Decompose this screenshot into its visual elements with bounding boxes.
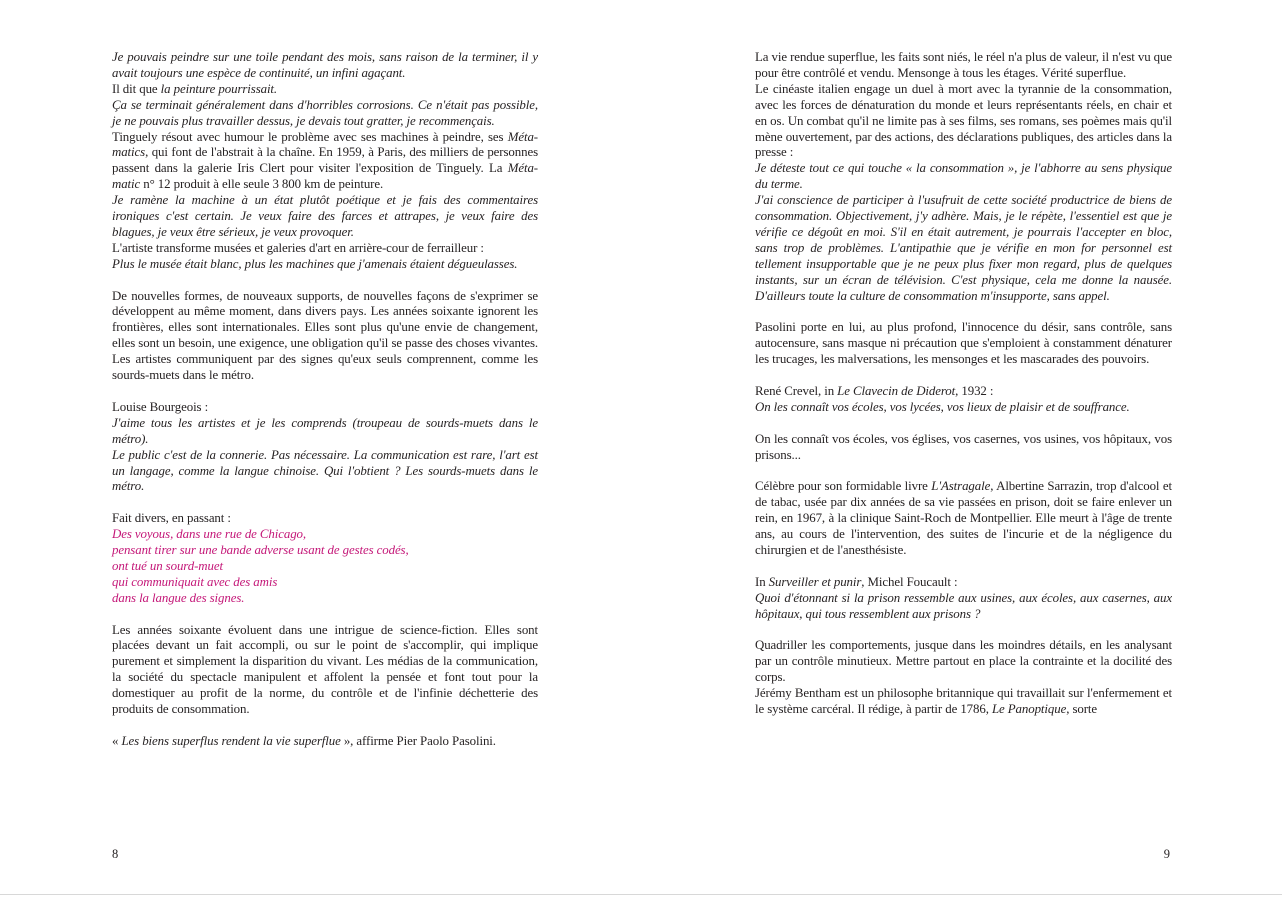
paragraph <box>112 511 538 527</box>
text-run-roman: Célèbre pour son formidable livre <box>755 479 932 494</box>
text-run-roman: Il dit que <box>112 81 161 96</box>
text-run-roman: Louise Bourgeois : <box>112 399 209 414</box>
text-run-italic: Plus le musée était blanc, plus les machines que j'amenais étaient dégueulasses. <box>112 256 518 271</box>
paragraph <box>112 448 538 496</box>
text-run-italic: Je ramène la machine à un état plutôt poétique et je fais des commentaires ironiques c'est certain. Je veux faire des farces et attrapes, je veux faire des blagues, je veux être sérieux, je veux provoquer. <box>112 193 538 239</box>
text-run-magenta: Des voyous, dans une rue de Chicago, <box>112 527 307 542</box>
page-right-text-column <box>755 50 1172 718</box>
text-run-roman: , qui font de l'abstrait à la chaîne. En 1959, à Paris, des milliers de personnes passent dans la galerie Iris Clert pour visiter l'exposition de Tinguely. La <box>112 145 538 176</box>
text-run-italic: Méta-matic <box>112 161 538 192</box>
poem-line <box>112 591 538 607</box>
text-run-roman: Les années soixante évoluent dans une intrigue de science-fiction. Elles sont placées devant un fait accompli, ou sur le point de s'accomplir, qui implique purement et simplement la disparition du vivant. Les médias de la communication, la société du spectacle manipulent et affolent la pensée et font tout pour la domestiquer au profit de la norme, du contrôle et de l'infinie déchetterie des produits de consommation. <box>112 622 538 717</box>
text-run-roman: René Crevel, in <box>755 384 838 398</box>
text-run-roman: Le cinéaste italien engage un duel à mort avec la tyrannie de la consommation, avec les forces de dénaturation du monde et leurs représentants réels, en chair et en os. Un combat qu'il ne limite pas à ses films, ses romans, ses poèmes mais qu'il mène ouvertement, par des actions, des déclarations publiques, des articles dans la presse : <box>755 81 1172 160</box>
poem-line <box>112 559 538 575</box>
text-run-roman: Jérémy Bentham est un philosophe britannique qui travaillait sur l'enfermement et le système carcéral. Il rédige, à partir de 1786, <box>755 686 1172 717</box>
text-run-italic: J'aime tous les artistes et je les comprends (troupeau de sourds-muets dans le métro). <box>112 415 538 446</box>
text-run-roman: Fait divers, en passant : <box>112 511 231 526</box>
paragraph <box>112 82 538 98</box>
poem-line <box>112 527 538 543</box>
paragraph <box>755 82 1172 162</box>
paragraph <box>755 591 1172 623</box>
text-run-roman: , sorte <box>1066 702 1098 717</box>
paragraph <box>112 193 538 241</box>
paragraph <box>755 50 1172 82</box>
text-run-italic: Le public c'est de la connerie. Pas nécessaire. La communication est rare, l'art est un langage, comme la langue chinoise. Qui l'obtient ? Les sourds-muets dans le métro. <box>112 447 538 494</box>
text-run-magenta: pensant tirer sur une bande adverse usant de gestes codés, <box>112 543 409 558</box>
text-run-roman: Tinguely résout avec humour le problème avec ses machines à peindre, ses <box>112 129 508 144</box>
paragraph <box>112 50 538 82</box>
text-run-magenta: ont tué un sourd-muet <box>112 558 223 573</box>
text-run-italic: Je pouvais peindre sur une toile pendant des mois, sans raison de la terminer, il y avait toujours une espèce de continuité, un infini agaçant. <box>112 50 538 80</box>
text-run-italic: Ça se terminait généralement dans d'horribles corrosions. Ce n'était pas possible, je ne pouvais plus travailler dessus, je devais tout gratter, je recommençais. <box>112 97 538 128</box>
paragraph <box>755 432 1172 464</box>
paragraph <box>755 384 1172 400</box>
text-run-italic: Je déteste tout ce qui touche « la consommation », je l'abhorre au sens physique du terme. <box>755 161 1172 192</box>
paragraph <box>112 257 538 273</box>
text-run-roman: Pasolini porte en lui, au plus profond, l'innocence du désir, sans contrôle, sans autocensure, sans masque ni précaution que s'emploient à constamment dénaturer les trucages, les malversations, les mensonges et les mascarades des pouvoirs. <box>755 320 1172 367</box>
paragraph <box>755 638 1172 686</box>
text-run-roman: De nouvelles formes, de nouveaux supports, de nouvelles façons de s'exprimer se développent au même moment, dans divers pays. Les années soixante ignorent les frontières, elles sont internationales. Elles sont plus qu'une envie de changement, elles sont un besoin, une exigence, une obligation qu'il se passe des choses vivantes. Les artistes communiquent par des signes qu'eux seuls comprennent, comme les sourds-muets dans le métro. <box>112 288 538 383</box>
text-run-roman: « <box>112 733 122 748</box>
text-run-italic: Le Clavecin de Diderot <box>837 384 956 398</box>
paragraph <box>112 416 538 448</box>
page-right <box>641 0 1282 904</box>
poem-line <box>112 575 538 591</box>
text-run-roman: », affirme Pier Paolo Pasolini. <box>340 733 496 748</box>
text-run-italic: Les biens superflus rendent la vie superflue <box>121 733 341 748</box>
text-run-magenta: dans la langue des signes. <box>112 590 245 605</box>
text-run-italic: On les connaît vos écoles, vos lycées, vos lieux de plaisir et de souffrance. <box>755 399 1130 414</box>
paragraph <box>755 575 1172 591</box>
text-run-roman: On les connaît vos écoles, vos églises, vos casernes, vos usines, vos hôpitaux, vos prisons... <box>755 431 1172 462</box>
text-run-roman: , 1932 : <box>955 384 994 398</box>
text-run-roman: In <box>755 574 769 589</box>
text-run-italic: J'ai conscience de participer à l'usufruit de cette société productrice de biens de consommation. Objectivement, j'y adhère. Mais, je le répète, l'essentiel est que je vérifie ce dégoût en moi. S'il en était autrement, je pourrais l'accepter en bloc, sans trop de problèmes. L'antipathie que je vérifie en mon for personnel est tellement insupportable que je ne peux plus fixer mon regard, plus de quelques instants, sur un écran de télévision. C'est physique, cela me donne la nausée. D'ailleurs toute la culture de consommation m'insupporte, sans appel. <box>755 193 1172 303</box>
paragraph <box>112 98 538 130</box>
text-run-italic: Quoi d'étonnant si la prison ressemble aux usines, aux écoles, aux casernes, aux hôpitaux, qui tous ressemblent aux prisons ? <box>755 590 1172 621</box>
text-run-italic: Le Panoptique <box>991 702 1067 717</box>
paragraph <box>112 289 538 384</box>
paragraph <box>755 479 1172 559</box>
paragraph <box>112 734 538 750</box>
paragraph <box>755 320 1172 368</box>
paragraph <box>112 130 538 194</box>
text-run-italic: L'Astragale <box>931 479 991 494</box>
text-run-italic: Méta-matics <box>112 129 538 160</box>
paragraph <box>755 686 1172 718</box>
page-number-left: 8 <box>112 847 119 861</box>
text-run-roman: La vie rendue superflue, les faits sont niés, le réel n'a plus de valeur, il n'est vu que pour être contrôlé et vendu. Mensonge à tous les étages. Vérité superflue. <box>755 50 1172 80</box>
text-run-roman: , Michel Foucault : <box>861 574 958 589</box>
paragraph <box>112 623 538 718</box>
page-number-right: 9 <box>1163 847 1170 861</box>
paragraph <box>112 241 538 257</box>
text-run-roman: L'artiste transforme musées et galeries d'art en arrière-cour de ferrailleur : <box>112 240 484 255</box>
paragraph <box>755 400 1172 416</box>
text-run-roman: Quadriller les comportements, jusque dans les moindres détails, en les analysant par un contrôle minutieux. Mettre partout en place la contrainte et la docilité des corps. <box>755 638 1172 685</box>
page-left-text-column <box>112 50 538 750</box>
paragraph <box>755 193 1172 304</box>
text-run-roman: n° 12 produit à elle seule 3 800 km de peinture. <box>140 177 384 192</box>
text-run-italic: Surveiller et punir <box>768 574 862 589</box>
text-run-magenta: qui communiquait avec des amis <box>112 574 278 589</box>
poem-line <box>112 543 538 559</box>
text-run-italic: la peinture pourrissait. <box>160 81 278 96</box>
paragraph <box>755 161 1172 193</box>
paragraph <box>112 400 538 416</box>
text-run-roman: , Albertine Sarrazin, trop d'alcool et de tabac, usée par dix années de sa vie passées en prison, doit se faire enlever un rein, en 1967, à la clinique Saint-Roch de Montpellier. Elle meurt à l'âge de trente ans, au cours de l'intervention, des suites de l'incurie et de la négligence du chirurgien et de l'anesthésiste. <box>755 479 1172 558</box>
